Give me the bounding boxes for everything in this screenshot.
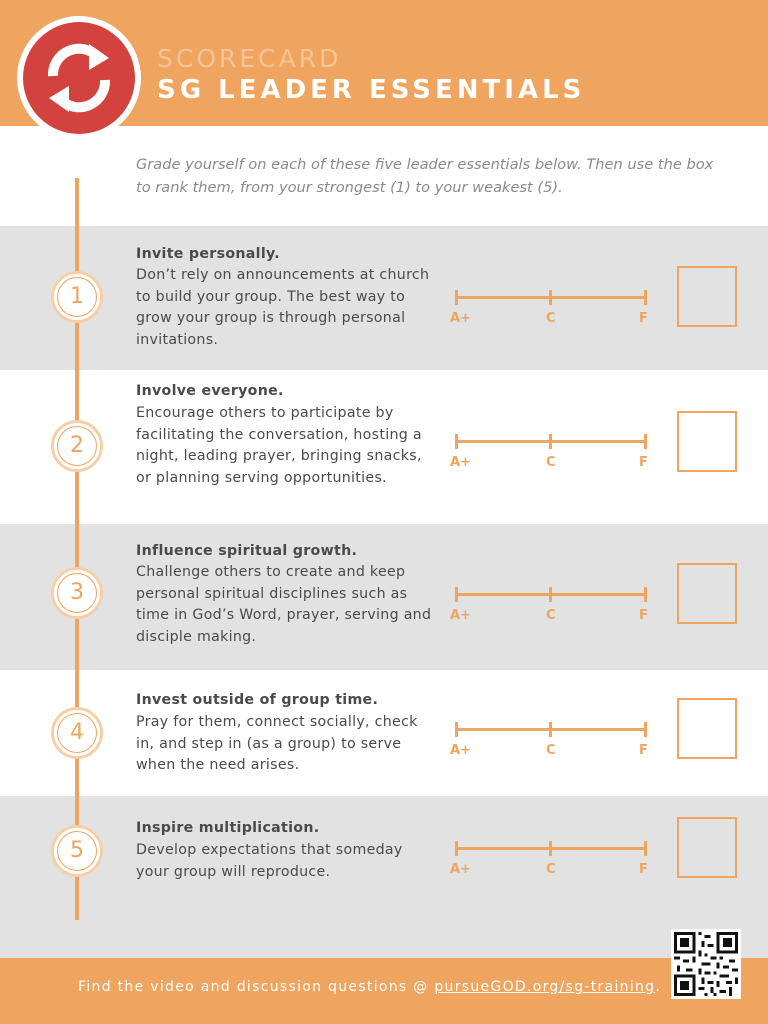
scale-tick — [644, 587, 647, 602]
grade-scale-2[interactable] — [450, 434, 660, 474]
grade-label-mid: C — [546, 743, 556, 758]
footer-prefix: Find the video and discussion questions @ — [78, 979, 435, 995]
grade-label-low: F — [639, 743, 648, 758]
grade-label-low: F — [639, 862, 648, 877]
rank-box-4[interactable] — [677, 698, 737, 759]
item-description-2: Encourage others to participate by facilitating the conversation, hosting a night, leading prayer, bringing snacks, or planning serving opportunities. — [136, 405, 422, 486]
grade-scale-1[interactable] — [450, 290, 660, 330]
step-number-label: 4 — [57, 713, 97, 753]
grade-label-low: F — [639, 455, 648, 470]
item-description-4: Pray for them, connect socially, check in, and step in (as a group) to serve when the need arises. — [136, 714, 418, 773]
item-description-3: Challenge others to create and keep personal spiritual disciplines such as time in God’s Word, prayer, serving and disciple making. — [136, 564, 432, 645]
grade-label-high: A+ — [450, 608, 471, 623]
grade-label-mid: C — [546, 862, 556, 877]
footer-bar — [0, 958, 768, 1024]
grade-label-low: F — [639, 608, 648, 623]
footer-text — [78, 979, 661, 995]
step-number-4 — [51, 707, 103, 759]
grade-scale-5[interactable] — [450, 841, 660, 881]
scale-tick — [455, 587, 458, 602]
step-number-3 — [51, 567, 103, 619]
item-title-5: Inspire multiplication. — [136, 820, 320, 836]
step-number-label: 1 — [57, 277, 97, 317]
step-number-label: 5 — [57, 831, 97, 871]
scale-tick — [549, 290, 552, 305]
rank-box-1[interactable] — [677, 266, 737, 327]
intro-text: Grade yourself on each of these five leader essentials below. Then use the box to rank them, from your strongest (1) to your weakest (5). — [136, 156, 714, 196]
rank-box-5[interactable] — [677, 817, 737, 878]
grade-label-high: A+ — [450, 862, 471, 877]
step-number-1 — [51, 271, 103, 323]
qr-code-icon — [671, 929, 741, 999]
grade-label-high: A+ — [450, 311, 471, 326]
refresh-arrows-icon — [23, 22, 135, 134]
scale-tick — [549, 841, 552, 856]
scale-tick — [644, 290, 647, 305]
scale-tick — [644, 841, 647, 856]
grade-label-mid: C — [546, 311, 556, 326]
rank-box-2[interactable] — [677, 411, 737, 472]
rank-box-3[interactable] — [677, 563, 737, 624]
grade-label-mid: C — [546, 608, 556, 623]
header-kicker: SCORECARD — [157, 44, 342, 73]
scale-tick — [549, 434, 552, 449]
scale-tick — [549, 722, 552, 737]
item-description-1: Don’t rely on announcements at church to build your group. The best way to grow your group is through personal invitations. — [136, 267, 430, 348]
grade-scale-3[interactable] — [450, 587, 660, 627]
scale-tick — [455, 722, 458, 737]
page-title: SG LEADER ESSENTIALS — [157, 75, 586, 105]
item-title-1: Invite personally. — [136, 246, 280, 262]
grade-label-high: A+ — [450, 743, 471, 758]
step-number-label: 3 — [57, 573, 97, 613]
footer-suffix: . — [655, 979, 662, 995]
logo — [17, 16, 141, 140]
scale-tick — [549, 587, 552, 602]
item-title-2: Involve everyone. — [136, 383, 284, 399]
step-number-label: 2 — [57, 426, 97, 466]
footer-link[interactable]: pursueGOD.org/sg-training — [434, 979, 656, 995]
step-number-2 — [51, 420, 103, 472]
step-number-5 — [51, 825, 103, 877]
scale-tick — [644, 722, 647, 737]
item-title-4: Invest outside of group time. — [136, 692, 379, 708]
scale-tick — [455, 290, 458, 305]
grade-label-low: F — [639, 311, 648, 326]
item-description-5: Develop expectations that someday your group will reproduce. — [136, 842, 403, 880]
scale-tick — [455, 841, 458, 856]
grade-label-mid: C — [546, 455, 556, 470]
scale-tick — [455, 434, 458, 449]
item-title-3: Influence spiritual growth. — [136, 543, 358, 559]
scale-tick — [644, 434, 647, 449]
grade-label-high: A+ — [450, 455, 471, 470]
grade-scale-4[interactable] — [450, 722, 660, 762]
